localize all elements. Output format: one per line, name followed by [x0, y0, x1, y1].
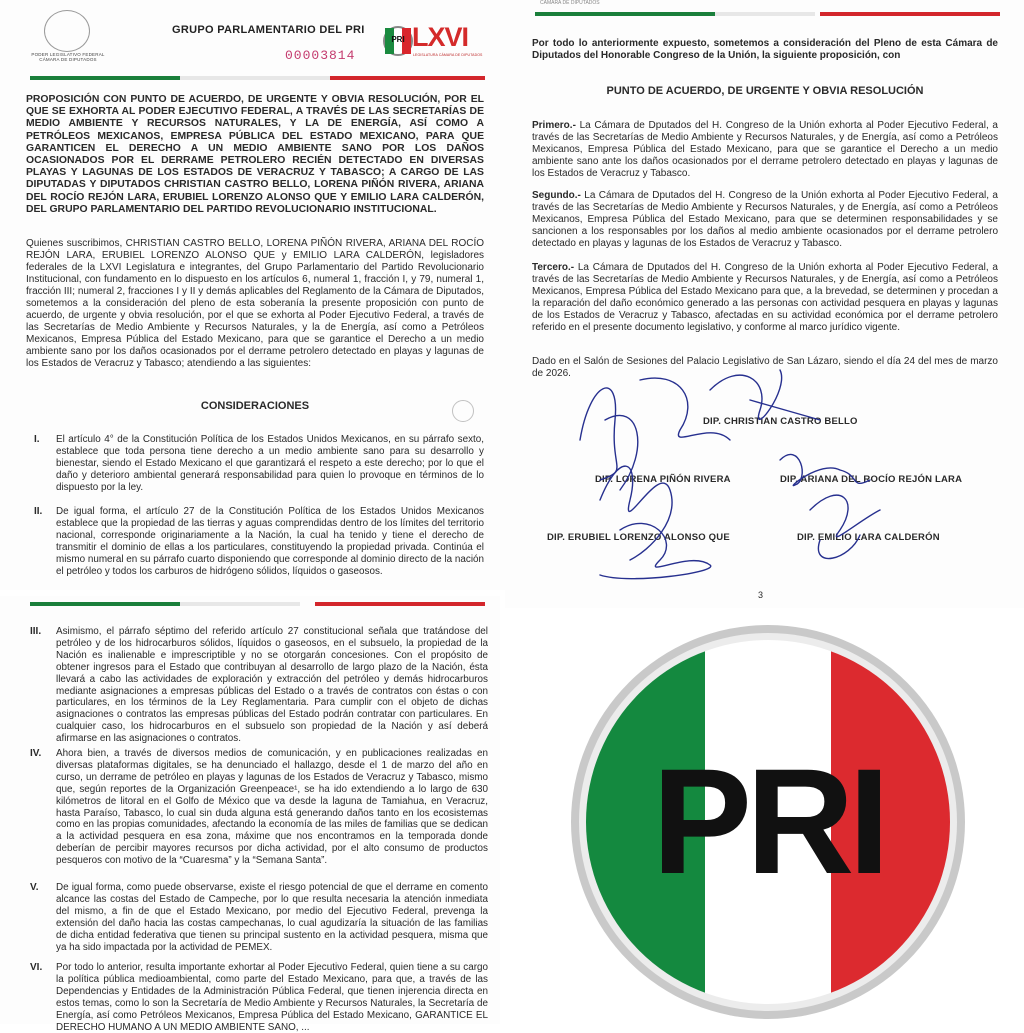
header-rule: [30, 76, 485, 80]
proposal-title: PROPOSICIÓN CON PUNTO DE ACUERDO, DE URGENTE Y OBVIA RESOLUCIÓN, POR EL QUE SE EXHORTA AL PODER EJECUTIVO FEDERAL, A TRAVÉS DE LAS SECRETARÍAS DE MEDIO AMBIENTE Y RECURSOS NATURALES, Y LA DE ENERGÍA, ASÍ COMO A PETRÓLEOS MEXICANOS, EMPRESA PÚBLICA DEL ESTADO MEXICANO, PARA QUE GARANTICEN EL DERECHO A UN MEDIO AMBIENTE SANO POR LOS DAÑOS OCASIONADOS POR EL DERRAME PETROLERO RECIÉN DETECTADO EN DIVERSAS PLAYAS Y LAGUNAS DE LOS ESTADOS DE VERACRUZ Y TABASCO; A CARGO DE LAS DIPUTADAS Y DIPUTADOS CHRISTIAN CASTRO BELLO, LORENA PIÑÓN RIVERA, ARIANA DEL ROCÍO REJÓN LARA, ERUBIEL LORENZO ALONSO QUE Y EMILIO LARA CALDERÓN, DEL GRUPO PARLAMENTARIO DEL PARTIDO REVOLUCIONARIO INSTITUCIONAL.: [26, 94, 484, 215]
consideration-item: Por todo lo anterior, resulta importante exhortar al Poder Ejecutivo Federal, quien tiene a su cargo la política pública medioambiental, como parte del Estado Mexicano, para que, a través de las Dependencias y Entidades de la Administración Pública Federal, que tienen injerencia directa en estos temas, como lo son la Secretaría de Medio Ambiente y Recursos Naturales, la Secretaría de Energía, así como Petróleos Mexicanos, Empresa Pública del Estado Mexicano, GARANTICE EL DERECHO HUMANO A UN MEDIO AMBIENTE SANO, ...: [56, 962, 488, 1033]
item-number: II.: [34, 506, 43, 517]
page-header-faint: CÁMARA DE DIPUTADOS: [540, 0, 600, 6]
page-number: 3: [758, 590, 764, 600]
signatory-name: DIP. EMILIO LARA CALDERÓN: [797, 532, 940, 543]
folio-number: 00003814: [285, 48, 356, 63]
signature-lara: [810, 495, 880, 558]
pri-small-logo-icon: PRI: [383, 26, 413, 56]
seal-caption: PODER LEGISLATIVO FEDERAL CÁMARA DE DIPUTADOS: [31, 52, 105, 62]
signature-alonso: [600, 523, 711, 578]
handwritten-signatures: [560, 360, 890, 590]
group-title: GRUPO PARLAMENTARIO DEL PRI: [172, 24, 365, 36]
closing-paragraph: Dado en el Salón de Sesiones del Palacio Legislativo de San Lázaro, siendo el día 24 del mes de marzo de 2026.: [532, 356, 998, 379]
signatory-name: DIP. LORENA PIÑÓN RIVERA: [595, 474, 731, 485]
header-rule: [535, 12, 1000, 16]
resolution-second: Segundo.- La Cámara de Dputados del H. Congreso de la Unión exhorta al Poder Ejecutivo Federal, a través de las Secretarías de Medio Ambiente y Recursos Naturales, y de Energía, así como a Petróleos Mexicanos, Empresa Pública del Estado Mexicano, para que se determinen responsabilidades y se sancionen a los responsables por los daños al medio ambiente ocasionados por el derrame petrolero detectado en playas y lagunas de los Estados de Veracruz y Tabasco.: [532, 190, 998, 249]
signatory-name: DIP. ERUBIEL LORENZO ALONSO QUE: [547, 532, 730, 543]
signatory-name: DIP. CHRISTIAN CASTRO BELLO: [703, 416, 858, 427]
item-number: VI.: [30, 962, 43, 973]
consideration-item: De igual forma, el artículo 27 de la Constitución Política de los Estados Unidos Mexicanos establece que la propiedad de las tierras y aguas comprendidas dentro de los límites del territorio nacional, corresponde originariamente a la Nación, la cual ha tenido y tiene el derecho de transmitir el dominio de ellas a los particulares, constituyendo la propiedad privada. Continúa el mismo numeral en su párrafo cuarto disponiendo que corresponde al dominio directo de la nación el petróleo y todos los carburos de hidrógeno sólidos, líquidos o gaseosos.: [56, 506, 484, 577]
lead-paragraph: Por todo lo anteriormente expuesto, sometemos a consideración del Pleno de esta Cámara de Diputados del Honorable Congreso de la Unión, la siguiente proposición, con: [532, 38, 998, 61]
intro-paragraph: Quienes suscribimos, CHRISTIAN CASTRO BELLO, LORENA PIÑÓN RIVERA, ARIANA DEL ROCÍO REJÓN LARA, ERUBIEL LORENZO ALONSO QUE y EMILIO LARA CALDERÓN, legisladores federales de la LXVI Legislatura e integrantes, del Grupo Parlamentario del Partido Revolucionario Institucional, con fundamento en lo dispuesto en los artículos 6, numeral 1, fracción I, y 79, numeral 1, fracción III; numeral 2, fracciones I y II y demás aplicables del Reglamento de la Cámara de Diputados, sometemos a la consideración del pleno de esta soberanía la presente proposición con punto de acuerdo, de urgente y obvia resolución, por el que se exhorta al Poder Ejecutivo Federal, a través de las Secretarías de Medio Ambiente y Recursos Naturales, y la de Energía, así como a Petróleos Mexicanos, Empresa Pública del Estado Mexicano, para que se garantice el Derecho a un medio ambiente sano por los daños ocasionados por el derrame petrolero detectado en playas y lagunas de los Estados de Veracruz y Tabasco; atendiendo a las siguientes:: [26, 238, 484, 369]
lxvi-text: LXVI: [412, 22, 469, 52]
lxvi-logo: [412, 22, 468, 53]
signature-castro-2: [710, 370, 820, 420]
pri-logo-panel: [505, 608, 1024, 1024]
consideration-item: Ahora bien, a través de diversos medios de comunicación, y en publicaciones realizadas en diversas plataformas digitales, se ha denunciado el hallazgo, desde el 1 de marzo del año en curso, un derrame de petróleo en playas y lagunas de los Estados de Veracruz y Tabasco, mismo que, según reportes de la Organización Greenpeace¹, se ha ido extendiendo a lo largo de 630 kilómetros de litoral en el Golfo de México que va desde la laguna de Tamiahua, en Veracruz, hasta Paraíso, Tabasco, lo cual sin duda alguna está generando daños tanto en los ecosistemas como en las propias comunidades, afectando la economía de las miles de familias que se dedican a la actividad pesquera en esa zona, máxime que nos encontramos en la temporada donde deberían de percibir mayores recursos por dicha actividad, por el alto consumo de productos pesqueros con motivo de la “Cuaresma” y la “Semana Santa”.: [56, 748, 488, 867]
header-rule: [30, 602, 485, 606]
signatory-name: DIP. ARIANA DEL ROCÍO REJÓN LARA: [780, 474, 963, 485]
signature-castro: [580, 378, 730, 490]
mexico-seal-icon: [44, 10, 90, 52]
resolution-heading: PUNTO DE ACUERDO, DE URGENTE Y OBVIA RESOLUCIÓN: [606, 85, 924, 97]
consideration-item: De igual forma, como puede observarse, existe el riesgo potencial de que el derrame en comento alcance las costas del Estado de Campeche, por lo que resulta necesaria la atención inmediata del mismo, a fin de que el Estado Mexicano, por medio del Ejecutivo Federal, prevenga la extensión del daño hacia las costas campechanas, lo cual agudizaría la situación de las familias de dicha entidad federativa que tienen su principal sustento en la actividad pesquera, misma que ya ha sido impactada por la actividad de PEMEX.: [56, 882, 488, 953]
document-page-3: [0, 596, 500, 1033]
consideration-item: Asimismo, el párrafo séptimo del referido artículo 27 constitucional señala que tratándose del petróleo y de los hidrocarburos sólidos, líquidos o gaseosos, en el subsuelo, la propiedad de la Nación es inalienable e imprescriptible y no se otorgarán concesiones. Con el propósito de obtener ingresos para el Estado que contribuyan al desarrollo de largo plazo de la Nación, ésta llevará a cabo las actividades de exploración y extracción del petróleo y demás hidrocarburos mediante asignaciones a empresas públicas del Estado o a través de contratos con éstas o con particulares, en los términos de la Ley Reglamentaria. Para cumplir con el objeto de dichas asignaciones o contratos las empresas públicas del Estado podrán contratar con particulares. En cualquier caso, los hidrocarburos en el subsuelo son propiedad de la Nación y así deberá afirmarse en las asignaciones o contratos.: [56, 626, 488, 745]
stamp-icon: [452, 400, 474, 422]
document-page-1: [0, 0, 506, 590]
item-number: IV.: [30, 748, 42, 759]
item-number: V.: [30, 882, 39, 893]
lxvi-subtitle: LEGISLATURA CÁMARA DE DIPUTADOS: [413, 53, 483, 57]
signature-pinon: [600, 466, 672, 560]
considerations-heading: CONSIDERACIONES: [200, 400, 310, 412]
pri-logo-icon: [505, 608, 1024, 1024]
pri-letters: PRI: [651, 737, 885, 905]
resolution-third: Tercero.- La Cámara de Dputados del H. Congreso de la Unión exhorta al Poder Ejecutivo Federal, a través de las Secretarías de Medio Ambiente y Recursos Naturales, y de Energía, así como a Petróleos Mexicanos, Empresa Pública del Estado Mexicano para que, a la brevedad, se determinen y procedan a la reparación del daño económico generado a las personas con actividad pesquera en playas y lagunas de los Estados de Veracruz y Tabasco, afectadas en su actividad económica por el derrame petrolero referido en el presente documento legislativo, y conforme al marco jurídico vigente.: [532, 262, 998, 333]
item-number: III.: [30, 626, 42, 637]
consideration-item: El artículo 4° de la Constitución Política de los Estados Unidos Mexicanos, en su párrafo sexto, establece que toda persona tiene derecho a un medio ambiente sano para su desarrollo y bienestar, siendo el Estado Mexicano el que garantizará el respeto a este derecho; por lo que el daño y deterioro ambiental generará responsabilidad para quien lo provoque en términos de lo dispuesto por la ley.: [56, 434, 484, 493]
signature-rejon: [780, 454, 870, 485]
resolution-first: Primero.- La Cámara de Dputados del H. Congreso de la Unión exhorta al Poder Ejecutivo Federal, a través de las Secretarías de Medio Ambiente y Recursos Naturales, y de Energía, así como a Petróleos Mexicanos, Empresa Pública del Estado Mexicano, para que se garantice el Derecho a un medio ambiente sano ante los daños ocasionados por el derrame petrolero detectado en playas y lagunas de los Estados de Veracruz y Tabasco.: [532, 120, 998, 179]
item-number: I.: [34, 434, 40, 445]
